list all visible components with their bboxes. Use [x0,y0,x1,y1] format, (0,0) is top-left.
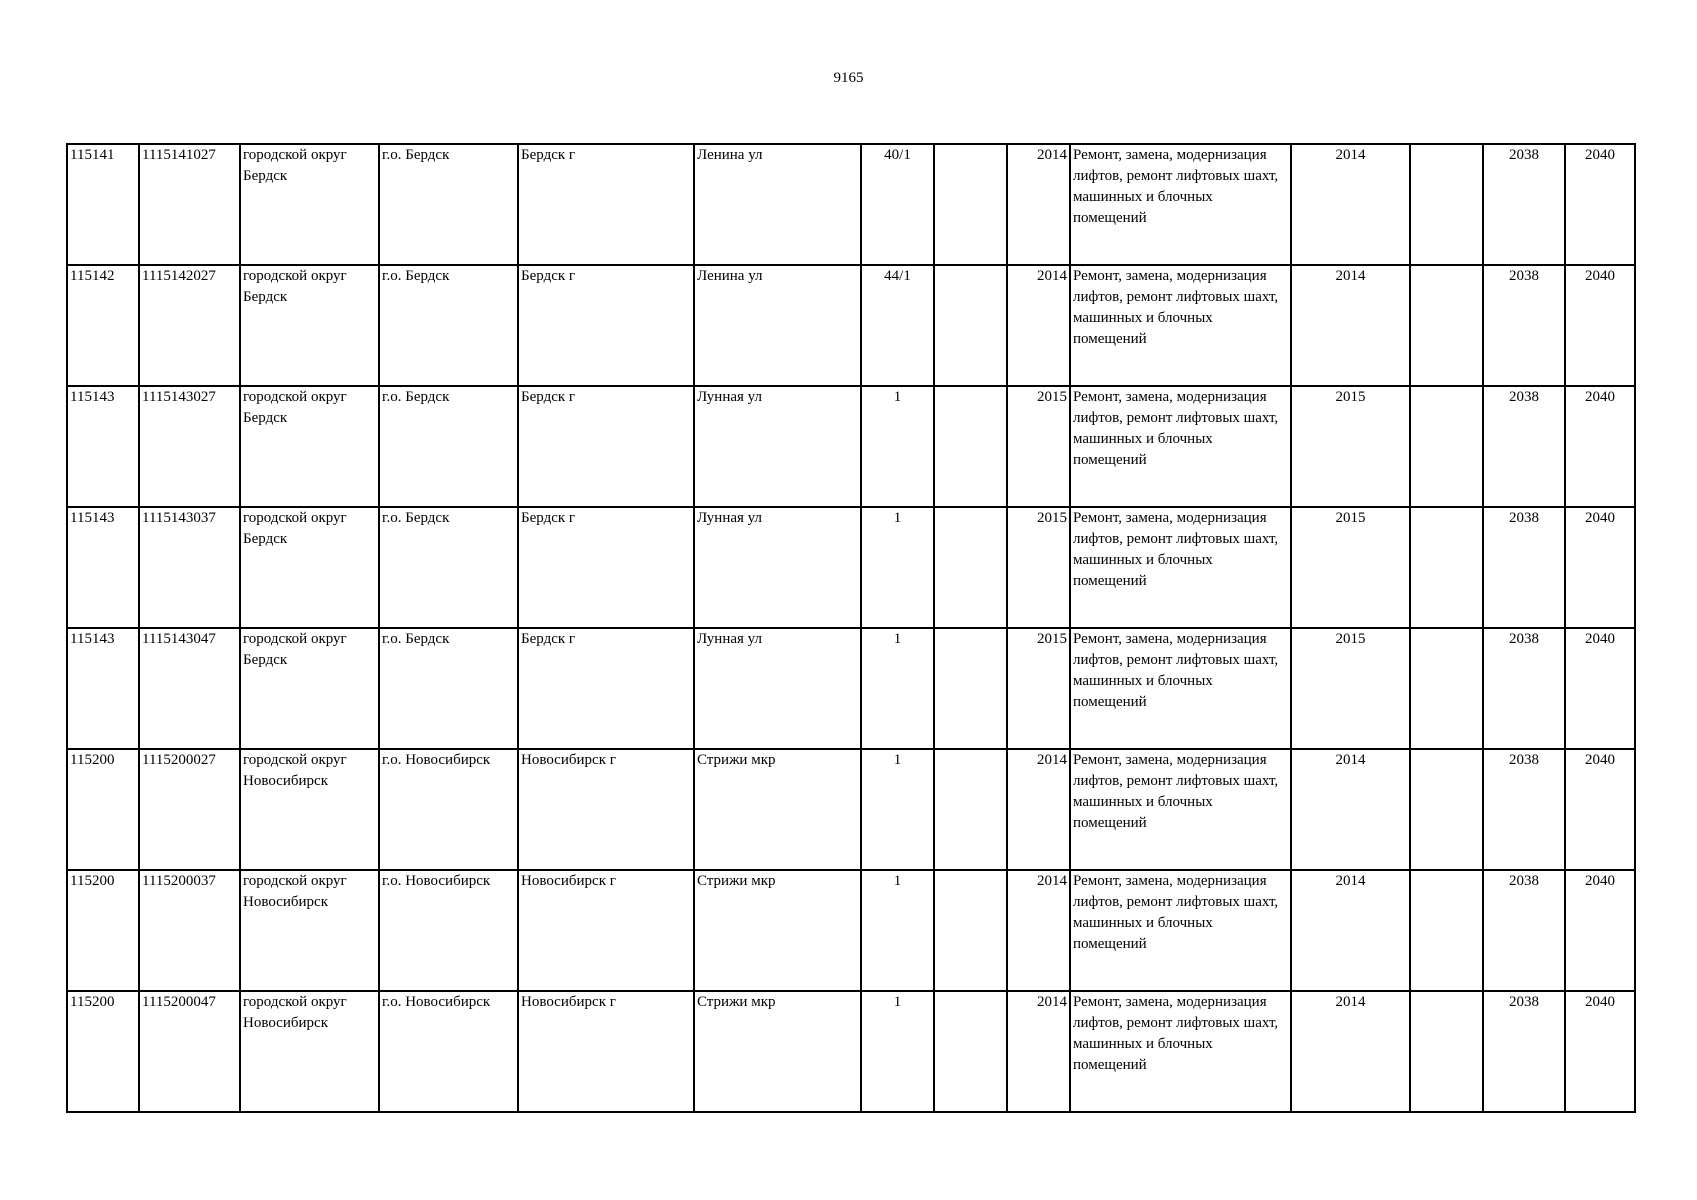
cell-year-2: 2015 [1291,386,1410,507]
cell-house: 1 [861,749,934,870]
cell-district: городской округ Бердск [240,386,379,507]
cell-house: 1 [861,870,934,991]
cell-year-1: 2014 [1007,991,1070,1112]
cell-year-1: 2014 [1007,144,1070,265]
cell-id: 115200 [67,991,139,1112]
cell-empty-1 [934,628,1007,749]
cell-work-type: Ремонт, замена, модернизация лифтов, ремонт лифтовых шахт, машинных и блочных помещений [1070,507,1291,628]
cell-house: 1 [861,386,934,507]
cell-year-1: 2015 [1007,507,1070,628]
cell-code: 1115200047 [139,991,240,1112]
table-row [67,144,1635,265]
cell-municipality: г.о. Новосибирск [379,991,518,1112]
cell-house: 1 [861,507,934,628]
cell-work-type: Ремонт, замена, модернизация лифтов, ремонт лифтовых шахт, машинных и блочных помещений [1070,144,1291,265]
cell-year-1: 2014 [1007,870,1070,991]
cell-street: Стрижи мкр [694,991,861,1112]
cell-empty-2 [1410,991,1483,1112]
table-row [67,991,1635,1112]
cell-year-1: 2014 [1007,265,1070,386]
cell-year-4: 2040 [1565,628,1635,749]
cell-municipality: г.о. Бердск [379,507,518,628]
cell-city: Новосибирск г [518,749,694,870]
cell-empty-2 [1410,507,1483,628]
cell-empty-2 [1410,749,1483,870]
cell-id: 115143 [67,628,139,749]
cell-year-4: 2040 [1565,386,1635,507]
cell-year-4: 2040 [1565,991,1635,1112]
page-number: 9165 [833,70,864,86]
cell-id: 115200 [67,749,139,870]
registry-table [66,143,1636,1113]
cell-district: городской округ Новосибирск [240,749,379,870]
cell-empty-2 [1410,386,1483,507]
cell-year-2: 2015 [1291,507,1410,628]
cell-district: городской округ Новосибирск [240,991,379,1112]
cell-code: 1115143037 [139,507,240,628]
cell-house: 40/1 [861,144,934,265]
cell-year-4: 2040 [1565,507,1635,628]
cell-id: 115143 [67,507,139,628]
cell-district: городской округ Бердск [240,265,379,386]
cell-municipality: г.о. Новосибирск [379,749,518,870]
cell-year-2: 2014 [1291,265,1410,386]
cell-city: Новосибирск г [518,870,694,991]
cell-empty-2 [1410,870,1483,991]
cell-city: Новосибирск г [518,991,694,1112]
cell-year-2: 2014 [1291,991,1410,1112]
cell-code: 1115200037 [139,870,240,991]
cell-year-1: 2015 [1007,628,1070,749]
table-body [67,144,1635,1112]
table-row [67,507,1635,628]
cell-city: Бердск г [518,386,694,507]
cell-year-4: 2040 [1565,144,1635,265]
cell-year-3: 2038 [1483,749,1565,870]
cell-empty-2 [1410,144,1483,265]
cell-municipality: г.о. Бердск [379,628,518,749]
cell-year-3: 2038 [1483,991,1565,1112]
cell-id: 115141 [67,144,139,265]
cell-year-2: 2014 [1291,749,1410,870]
table-row [67,628,1635,749]
cell-year-1: 2015 [1007,386,1070,507]
cell-year-2: 2014 [1291,870,1410,991]
cell-year-4: 2040 [1565,749,1635,870]
cell-year-3: 2038 [1483,507,1565,628]
cell-house: 44/1 [861,265,934,386]
cell-empty-1 [934,144,1007,265]
cell-city: Бердск г [518,144,694,265]
table-row [67,749,1635,870]
cell-year-3: 2038 [1483,870,1565,991]
cell-street: Стрижи мкр [694,870,861,991]
cell-street: Ленина ул [694,265,861,386]
cell-district: городской округ Бердск [240,628,379,749]
cell-district: городской округ Бердск [240,144,379,265]
table-row [67,870,1635,991]
cell-code: 1115143027 [139,386,240,507]
cell-empty-1 [934,991,1007,1112]
cell-work-type: Ремонт, замена, модернизация лифтов, ремонт лифтовых шахт, машинных и блочных помещений [1070,870,1291,991]
cell-year-3: 2038 [1483,265,1565,386]
cell-year-2: 2015 [1291,628,1410,749]
cell-house: 1 [861,628,934,749]
cell-municipality: г.о. Бердск [379,386,518,507]
cell-code: 1115141027 [139,144,240,265]
cell-city: Бердск г [518,265,694,386]
cell-year-4: 2040 [1565,265,1635,386]
cell-street: Ленина ул [694,144,861,265]
cell-municipality: г.о. Новосибирск [379,870,518,991]
cell-street: Лунная ул [694,628,861,749]
cell-street: Стрижи мкр [694,749,861,870]
cell-work-type: Ремонт, замена, модернизация лифтов, ремонт лифтовых шахт, машинных и блочных помещений [1070,749,1291,870]
cell-city: Бердск г [518,628,694,749]
cell-year-1: 2014 [1007,749,1070,870]
cell-year-4: 2040 [1565,870,1635,991]
cell-empty-1 [934,507,1007,628]
cell-empty-1 [934,265,1007,386]
cell-municipality: г.о. Бердск [379,265,518,386]
cell-id: 115143 [67,386,139,507]
cell-district: городской округ Новосибирск [240,870,379,991]
cell-street: Лунная ул [694,386,861,507]
cell-work-type: Ремонт, замена, модернизация лифтов, ремонт лифтовых шахт, машинных и блочных помещений [1070,265,1291,386]
cell-work-type: Ремонт, замена, модернизация лифтов, ремонт лифтовых шахт, машинных и блочных помещений [1070,628,1291,749]
cell-work-type: Ремонт, замена, модернизация лифтов, ремонт лифтовых шахт, машинных и блочных помещений [1070,386,1291,507]
table-row [67,265,1635,386]
cell-empty-2 [1410,265,1483,386]
cell-street: Лунная ул [694,507,861,628]
cell-code: 1115143047 [139,628,240,749]
cell-year-2: 2014 [1291,144,1410,265]
cell-empty-1 [934,749,1007,870]
cell-year-3: 2038 [1483,144,1565,265]
cell-work-type: Ремонт, замена, модернизация лифтов, ремонт лифтовых шахт, машинных и блочных помещений [1070,991,1291,1112]
cell-city: Бердск г [518,507,694,628]
cell-code: 1115142027 [139,265,240,386]
cell-id: 115200 [67,870,139,991]
cell-year-3: 2038 [1483,386,1565,507]
cell-district: городской округ Бердск [240,507,379,628]
cell-municipality: г.о. Бердск [379,144,518,265]
cell-house: 1 [861,991,934,1112]
table-row [67,386,1635,507]
cell-year-3: 2038 [1483,628,1565,749]
cell-code: 1115200027 [139,749,240,870]
cell-empty-1 [934,870,1007,991]
cell-empty-2 [1410,628,1483,749]
cell-empty-1 [934,386,1007,507]
cell-id: 115142 [67,265,139,386]
